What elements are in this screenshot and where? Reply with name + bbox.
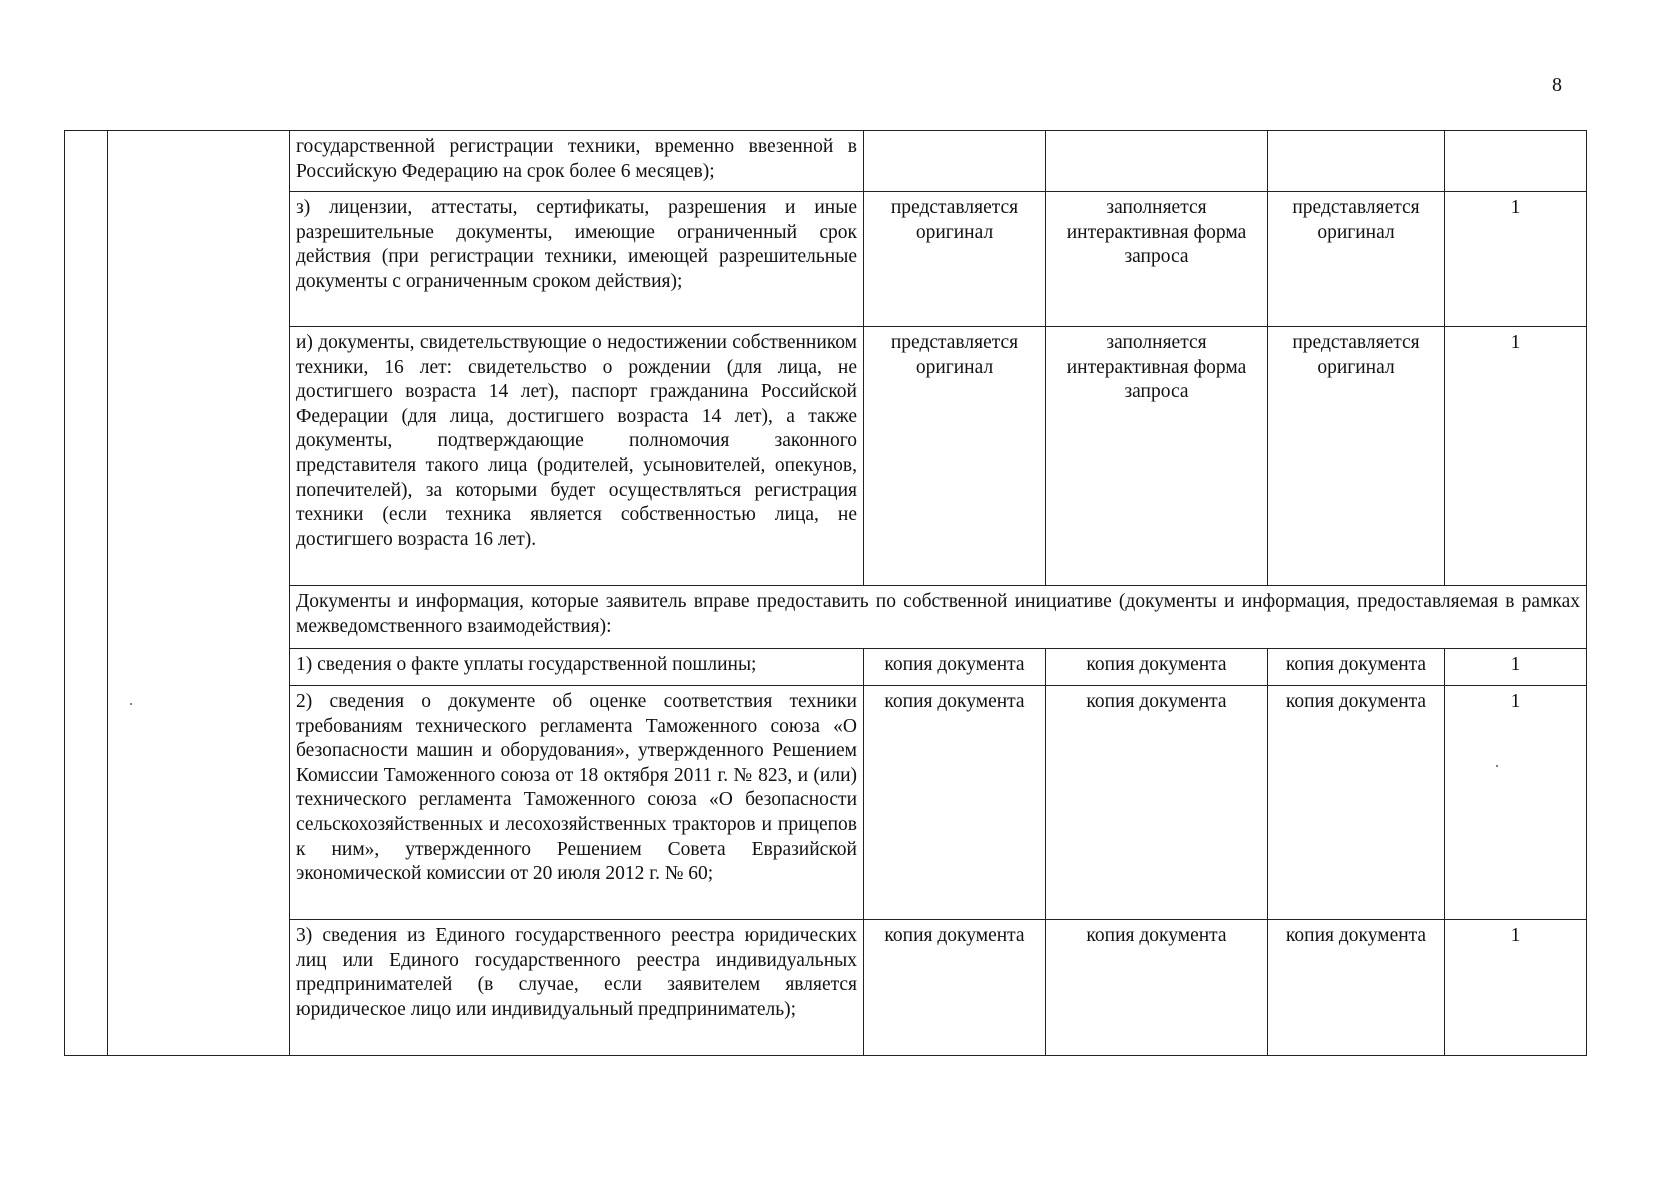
- cell-col-a: [864, 131, 1046, 192]
- cell-col-a: копия документа: [864, 920, 1046, 1056]
- cell-count: 1: [1445, 192, 1587, 327]
- table-row: [65, 686, 1587, 920]
- cell-count: 1: [1445, 920, 1587, 1056]
- blank-column-1: [65, 131, 108, 1056]
- cell-col-b: копия документа: [1046, 686, 1268, 920]
- cell-col-c: представляется оригинал: [1268, 192, 1445, 327]
- cell-col-a: представляется оригинал: [864, 327, 1046, 586]
- document-description: государственной регистрации техники, временно ввезенной в Российскую Федерацию на срок более 6 месяцев);: [290, 131, 864, 192]
- cell-col-c: копия документа: [1268, 649, 1445, 686]
- cell-col-c: [1268, 131, 1445, 192]
- blank-column-2: [108, 131, 290, 1056]
- table-row: [65, 327, 1587, 586]
- cell-col-b: копия документа: [1046, 920, 1268, 1056]
- cell-col-b: заполняется интерактивная форма запроса: [1046, 192, 1268, 327]
- cell-count: 1: [1445, 327, 1587, 586]
- document-description: и) документы, свидетельствующие о недостижении собственником техники, 16 лет: свидетельство о рождении (для лица, не достигшего возраста 14 лет), паспорт гражданина Российской Федерации (для лица, достигшего возраста 14 лет), а также документы, подтверждающие полномочия законного представителя такого лица (родителей, усыновителей, опекунов, попечителей), за которыми будет осуществляться регистрация техники (если техника является собственностью лица, не достигшего возраста 16 лет).: [290, 327, 864, 586]
- table-row: [65, 920, 1587, 1056]
- documents-table: [64, 130, 1587, 1056]
- cell-count: 1: [1445, 649, 1587, 686]
- cell-col-a: копия документа: [864, 649, 1046, 686]
- scan-speck: [130, 703, 132, 705]
- document-description: 2) сведения о документе об оценке соответствия техники требованиям технического регламента Таможенного союза «О безопасности машин и оборудования», утвержденного Решением Комиссии Таможенного союза от 18 октября 2011 г. № 823, и (или) технического регламента Таможенного союза «О безопасности сельскохозяйственных и лесохозяйственных тракторов и прицепов к ним», утвержденного Решением Совета Евразийской экономической комиссии от 20 июля 2012 г. № 60;: [290, 686, 864, 920]
- cell-col-b: заполняется интерактивная форма запроса: [1046, 327, 1268, 586]
- cell-count: 1: [1445, 686, 1587, 920]
- cell-col-c: копия документа: [1268, 920, 1445, 1056]
- document-description: 1) сведения о факте уплаты государственной пошлины;: [290, 649, 864, 686]
- scan-speck: [1496, 765, 1498, 767]
- cell-col-c: представляется оригинал: [1268, 327, 1445, 586]
- cell-col-b: [1046, 131, 1268, 192]
- table-row: [65, 131, 1587, 192]
- cell-col-a: представляется оригинал: [864, 192, 1046, 327]
- page-number: 8: [1552, 74, 1562, 96]
- section-heading-row: [65, 586, 1587, 649]
- document-description: з) лицензии, аттестаты, сертификаты, разрешения и иные разрешительные документы, имеющие ограниченный срок действия (при регистрации техники, имеющей разрешительные документы с ограниченным сроком действия);: [290, 192, 864, 327]
- document-description: 3) сведения из Единого государственного реестра юридических лиц или Единого государственного реестра индивидуальных предпринимателей (в случае, если заявителем является юридическое лицо или индивидуальный предприниматель);: [290, 920, 864, 1056]
- cell-col-a: копия документа: [864, 686, 1046, 920]
- cell-col-b: копия документа: [1046, 649, 1268, 686]
- cell-count: [1445, 131, 1587, 192]
- table-row: [65, 649, 1587, 686]
- section-heading: Документы и информация, которые заявитель вправе предоставить по собственной инициативе (документы и информация, предоставляемая в рамках межведомственного взаимодействия):: [290, 586, 1587, 649]
- table-row: [65, 192, 1587, 327]
- cell-col-c: копия документа: [1268, 686, 1445, 920]
